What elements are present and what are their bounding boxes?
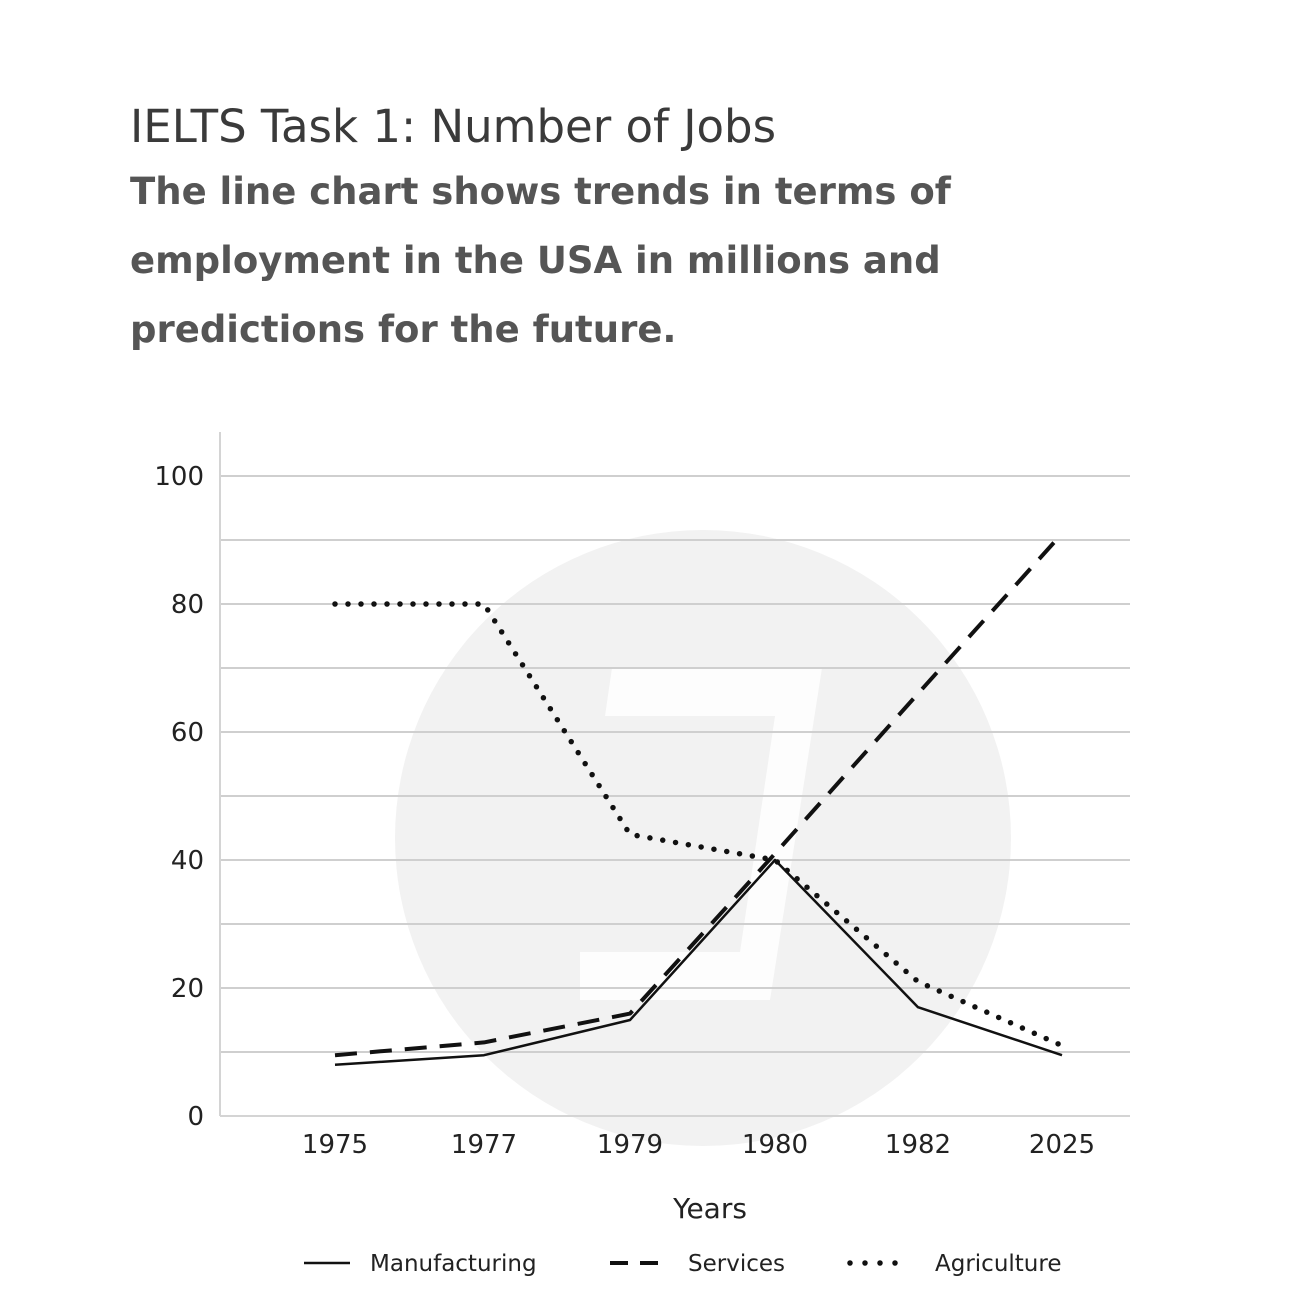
x-tick-label: 1980 [741, 1130, 809, 1160]
x-tick-label: 1979 [596, 1130, 664, 1160]
legend-label-manufacturing: Manufacturing [370, 1251, 537, 1277]
y-axis-ticks [154, 462, 204, 1132]
y-tick-label: 80 [170, 590, 204, 620]
page-title: IELTS Task 1: Number of Jobs [130, 100, 777, 153]
x-tick-label: 2025 [1028, 1130, 1096, 1160]
legend-label-agriculture: Agriculture [935, 1251, 1062, 1277]
x-tick-label: 1977 [450, 1130, 518, 1160]
y-tick-label: 100 [154, 462, 204, 492]
legend-label-services: Services [688, 1251, 785, 1277]
x-tick-label: 1982 [884, 1130, 952, 1160]
y-tick-label: 60 [170, 718, 204, 748]
y-tick-label: 20 [170, 974, 204, 1004]
y-tick-label: 40 [170, 846, 204, 876]
page-subtitle: The line chart shows trends in terms of employment in the USA in millions and predictions for the future. [130, 170, 951, 351]
legend [304, 1251, 1062, 1277]
y-tick-label: 0 [187, 1102, 204, 1132]
x-tick-label: 1975 [301, 1130, 369, 1160]
x-axis-title: Years [673, 1192, 747, 1225]
